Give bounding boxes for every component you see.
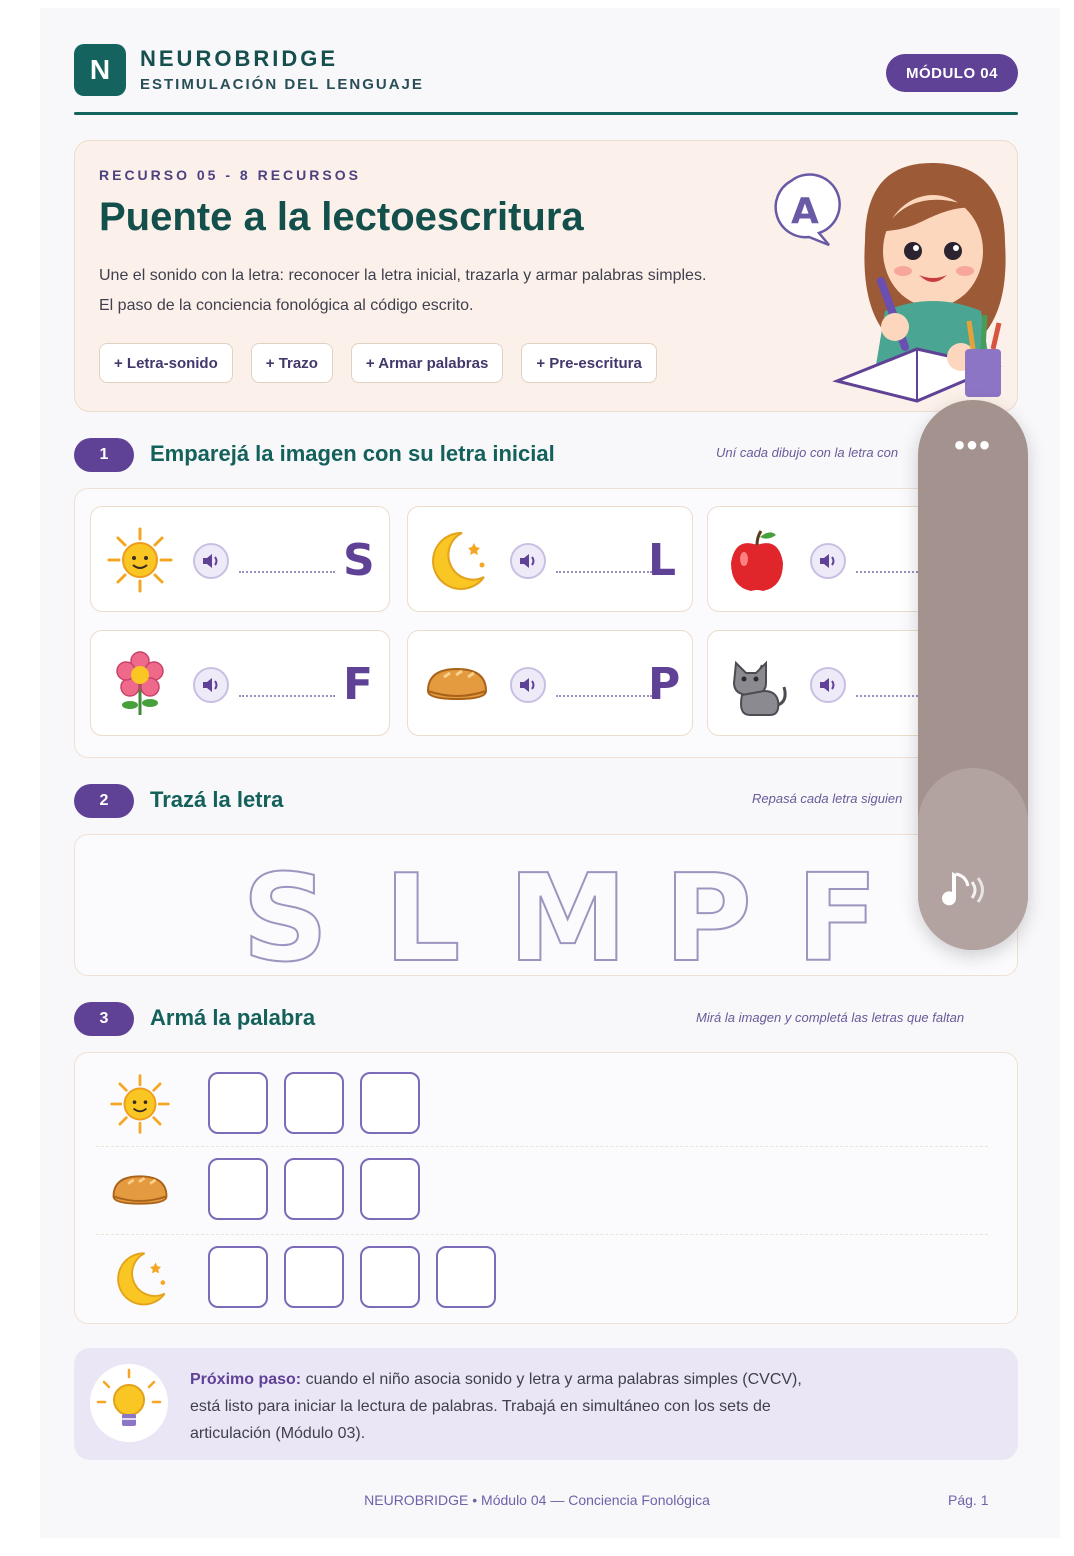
brand-subtitle: ESTIMULACIÓN DEL LENGUAJE xyxy=(140,76,424,93)
trace-letter-s[interactable]: S xyxy=(242,850,329,989)
section-title-2: Trazá la letra xyxy=(150,787,284,812)
section-hint-3: Mirá la imagen y completá las letras que faltan xyxy=(696,1010,965,1025)
logo xyxy=(74,44,126,96)
match-card-moon[interactable] xyxy=(407,506,693,612)
row-divider xyxy=(96,1234,988,1235)
speaker-button[interactable] xyxy=(193,543,229,579)
speaker-button[interactable] xyxy=(510,543,546,579)
tag-armar-palabras: + Armar palabras xyxy=(351,343,503,383)
connect-line[interactable] xyxy=(239,571,335,573)
sun-icon xyxy=(105,525,175,595)
connect-line[interactable] xyxy=(556,695,652,697)
speaker-icon xyxy=(819,553,837,569)
flower-icon xyxy=(105,649,175,719)
letter-target[interactable]: S xyxy=(343,535,375,586)
letter-box[interactable] xyxy=(284,1072,344,1134)
tip-text xyxy=(190,1366,890,1447)
connect-line[interactable] xyxy=(856,695,922,697)
lightbulb-icon xyxy=(90,1364,168,1442)
letter-box[interactable] xyxy=(436,1246,496,1308)
hero-description xyxy=(99,261,779,321)
speaker-icon xyxy=(519,553,537,569)
letter-box[interactable] xyxy=(208,1158,268,1220)
bread-icon xyxy=(108,1158,172,1222)
moon-icon xyxy=(422,525,492,595)
hero-card xyxy=(74,140,1018,412)
speech-bubble-icon xyxy=(776,174,840,245)
tag-trazo: + Trazo xyxy=(251,343,333,383)
connect-line[interactable] xyxy=(856,571,922,573)
letter-box[interactable] xyxy=(208,1246,268,1308)
hero-description-line: El paso de la conciencia fonológica al código escrito. xyxy=(99,297,474,314)
brand-name: NEUROBRIDGE xyxy=(140,46,339,71)
speaker-button[interactable] xyxy=(810,543,846,579)
match-card-bread[interactable] xyxy=(407,630,693,736)
page-number: Pág. 1 xyxy=(948,1492,989,1508)
tip-icon-circle xyxy=(90,1364,168,1442)
moon-icon xyxy=(108,1246,172,1310)
trace-letter-m[interactable]: M xyxy=(508,850,628,989)
tip-line-3: articulación (Módulo 03). xyxy=(190,1425,366,1442)
next-step-tip xyxy=(74,1348,1018,1460)
section-number-3: 3 xyxy=(74,1002,134,1036)
bread-icon xyxy=(422,649,492,719)
section-title-3: Armá la palabra xyxy=(150,1005,316,1030)
audio-note-icon xyxy=(940,868,990,912)
letter-box[interactable] xyxy=(284,1158,344,1220)
audio-handle[interactable] xyxy=(918,768,1028,950)
module-badge: MÓDULO 04 xyxy=(886,54,1018,92)
letter-box[interactable] xyxy=(284,1246,344,1308)
connect-line[interactable] xyxy=(556,571,652,573)
speaker-icon xyxy=(202,677,220,693)
trace-letter-p[interactable]: P xyxy=(664,850,752,989)
speaker-button[interactable] xyxy=(810,667,846,703)
footer-text: NEUROBRIDGE • Módulo 04 — Conciencia Fonológica xyxy=(364,1492,710,1508)
letter-target[interactable]: L xyxy=(648,535,677,586)
letter-box[interactable] xyxy=(208,1072,268,1134)
resource-kicker: RECURSO 05 - 8 RECURSOS xyxy=(99,167,361,183)
section-hint-1: Uní cada dibujo con la letra con xyxy=(716,445,899,460)
connect-line[interactable] xyxy=(239,695,335,697)
girl-writing-illustration xyxy=(755,151,1015,411)
letter-box[interactable] xyxy=(360,1246,420,1308)
trace-letter-f[interactable]: F xyxy=(796,850,878,989)
floating-audio-panel[interactable] xyxy=(918,400,1028,950)
tip-line-1: cuando el niño asocia sonido y letra y arma palabras simples (CVCV), xyxy=(301,1371,802,1388)
letter-box[interactable] xyxy=(360,1158,420,1220)
section-hint-2: Repasá cada letra siguien xyxy=(752,791,903,806)
page-title: Puente a la lectoescritura xyxy=(99,195,584,239)
apple-icon xyxy=(722,525,792,595)
section-number-2: 2 xyxy=(74,784,134,818)
pencil-cup-icon xyxy=(965,315,1001,397)
speaker-icon xyxy=(819,677,837,693)
match-card-flower[interactable] xyxy=(90,630,390,736)
tip-label: Próximo paso: xyxy=(190,1371,302,1388)
tag-list xyxy=(99,343,657,383)
speaker-button[interactable] xyxy=(193,667,229,703)
speaker-icon xyxy=(519,677,537,693)
logo-letter: N xyxy=(89,54,111,85)
letter-target[interactable]: F xyxy=(343,659,374,710)
section-title-1: Emparejá la imagen con su letra inicial xyxy=(150,441,555,466)
sun-icon xyxy=(108,1072,172,1136)
match-card-sun[interactable] xyxy=(90,506,390,612)
speaker-button[interactable] xyxy=(510,667,546,703)
svg-text:A: A xyxy=(791,191,819,232)
cat-icon xyxy=(722,649,792,719)
tip-line-2: está listo para iniciar la lectura de palabras. Trabajá en simultáneo con los sets de xyxy=(190,1398,771,1415)
more-options-icon[interactable]: ••• xyxy=(954,429,992,462)
tag-letra-sonido: + Letra-sonido xyxy=(99,343,233,383)
letter-target[interactable]: P xyxy=(648,659,681,710)
trace-letter-l[interactable]: L xyxy=(384,850,461,989)
section-number-1: 1 xyxy=(74,438,134,472)
letter-box[interactable] xyxy=(360,1072,420,1134)
header-divider xyxy=(74,112,1018,115)
row-divider xyxy=(96,1146,988,1147)
tag-pre-escritura: + Pre-escritura xyxy=(521,343,656,383)
hero-description-line: Une el sonido con la letra: reconocer la letra inicial, trazarla y armar palabras simples. xyxy=(99,267,707,284)
speaker-icon xyxy=(202,553,220,569)
